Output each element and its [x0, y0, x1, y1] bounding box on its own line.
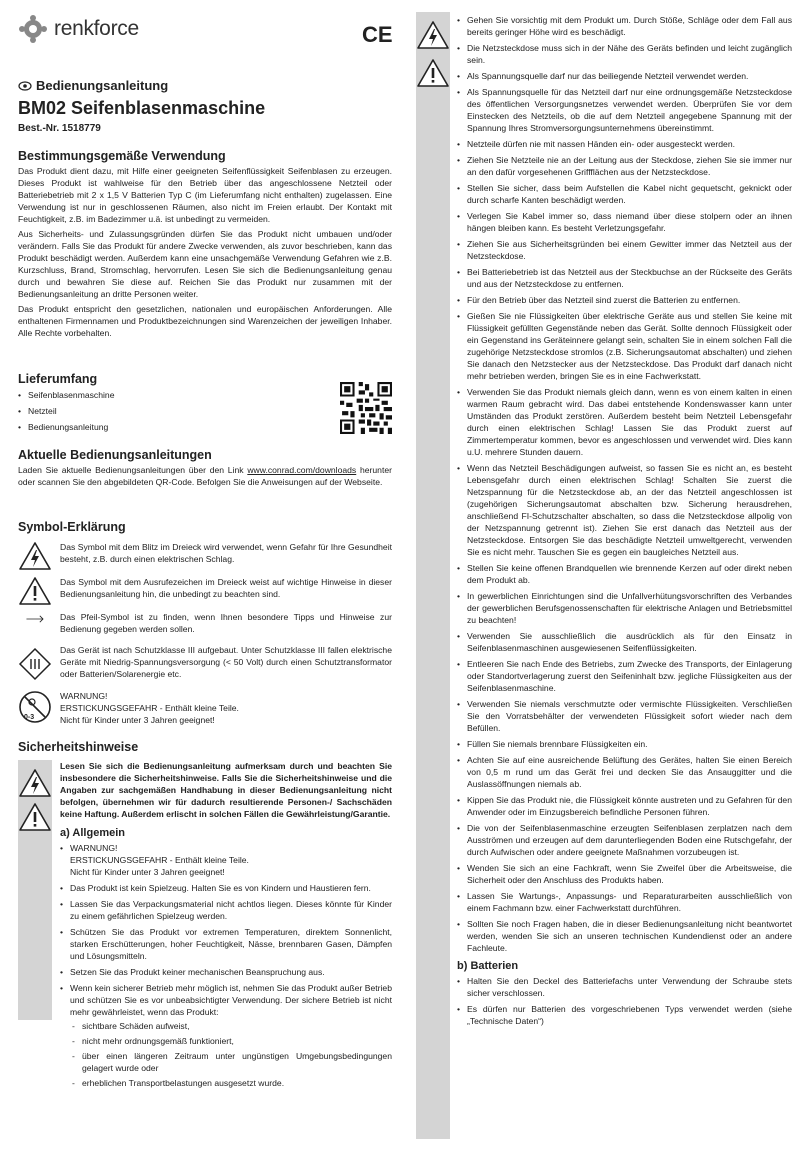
article-number: Best.-Nr. 1518779: [18, 123, 101, 134]
list-item: • Setzen Sie das Produkt keiner mechanischen Beanspruchung aus.: [60, 966, 392, 978]
list-item: • Wenden Sie sich an eine Fachkraft, wenn Sie Zweifel über die Arbeitsweise, die Sicherheit oder den Anschluss des Produkts haben.: [457, 862, 792, 886]
list-item: - über einen längeren Zeitraum unter ungünstigen Umgebungsbedingungen gelagert wurde oder: [70, 1050, 392, 1074]
safety-body: [60, 760, 392, 1092]
list-item: • Ziehen Sie Netzteile nie an der Leitung aus der Steckdose, ziehen Sie sie immer nur an den dafür vorgesehenen Griffflächen aus der Netzsteckdose.: [457, 154, 792, 178]
list-item: • Wenn das Netzteil Beschädigungen aufweist, so fassen Sie es nicht an, es besteht Lebensgefahr durch einen elektrischen Schlag! Schalten Sie zuerst die Netzspannung für die Netzsteckdose ab, an der das Netzteil angeschlossen ist (zugehörigen Sicherungsautomat abschalten bzw. Sicherung herausdrehen, anschließend FI-Schutzschalter abschalten, so dass die Netzsteckdose allpolig von der Netzspannung getrennt ist). Ziehen Sie erst danach das Netzteil aus der Netzsteckdose. Entsorgen Sie das beschädigte Netzteil umweltgerecht, verwenden Sie es nicht mehr. Tauschen Sie es gegen ein baugleiches Netzteil aus.: [457, 462, 792, 558]
safety-icon-column: [18, 760, 52, 1020]
list-item: • Halten Sie den Deckel des Batteriefachs unter Verwendung der Schraube stets sicher verschlossen.: [457, 975, 792, 999]
symbol-lightning-row: Das Symbol mit dem Blitz im Dreieck wird verwendet, wenn Gefahr für Ihre Gesundheit besteht, z.B. durch einen elektrischen Schlag.: [18, 541, 392, 565]
list-item: • Wenn kein sicherer Betrieb mehr möglich ist, nehmen Sie das Produkt außer Betrieb und schützen Sie es vor unbeabsichtigter Verwendung. Der sichere Betrieb ist nicht mehr gewährleistet, wenn das Produkt: - sichtbare Schäden aufweist, - nicht mehr ordnungsgemäß funktioniert, - über einen längeren Zeitraum unter ungünstigen Umgebungsbedingungen gelagert wurde oder - erheblichen Transportbelastungen ausgesetzt wurde.: [60, 982, 392, 1089]
lightning-warning-icon: [18, 541, 52, 571]
scope-section: [18, 373, 328, 433]
symbol-class3-row: Das Gerät ist nach Schutzklasse III aufgebaut. Unter Schutzklasse III fallen elektrische Geräte mit Niedrig-Spannungsversorgung (< 50 Volt) durch einen Schutztransformator oder Batterien/Solarenergie etc.: [18, 644, 392, 680]
list-item: • Verwenden Sie niemals verschmutzte oder vermischte Flüssigkeiten. Verschließen Sie den Vorratsbehälter der verwendeten Flüssigkeit sofort wieder nach dem Befüllen.: [457, 698, 792, 734]
list-item: • Für den Betrieb über das Netzteil sind zuerst die Batterien zu entfernen.: [457, 294, 792, 306]
list-item: • Netzteile dürfen nie mit nassen Händen ein- oder ausgesteckt werden.: [457, 138, 792, 150]
list-item: • Als Spannungsquelle für das Netzteil darf nur eine ordnungsgemäße Netzsteckdose des öffentlichen Versorgungsnetzes verwendet werden. Überprüfen Sie vor dem Einstecken des Netzteils, ob die auf dem Netzteil angegebene Spannung mit der Spannung Ihres Stromversorgungsunternehmens übereinstimmt.: [457, 86, 792, 134]
exclamation-warning-icon: [18, 802, 52, 832]
list-item: • Bei Batteriebetrieb ist das Netzteil aus der Steckbuchse an der Rückseite des Geräts und aus der Netzsteckdose zu entfernen.: [457, 266, 792, 290]
eye-icon: [18, 81, 32, 91]
current-manuals-section: [18, 449, 392, 488]
brand-logo: [18, 14, 139, 44]
manual-label: Bedienungsanleitung: [18, 78, 168, 93]
list-item: • Gießen Sie nie Flüssigkeiten über elektrische Geräte aus und stellen Sie keine mit Flüssigkeit gefüllten Gegenstände neben das Gerät. Sollte dennoch Flüssigkeit oder ein Gegenstand ins Geräteinnere gelangt sein, schalten Sie in einem solchen Fall die zugehörige Netzsteckdose stromlos (z.B. Sicherungsautomat abschalten) und ziehen Sie danach den Netzstecker aus der Netzsteckdose. Das Produkt darf danach nicht mehr betrieben werden, bringen Sie es in eine Fachwerkstatt.: [457, 310, 792, 382]
safety-heading: Sicherheitshinweise: [18, 740, 139, 754]
list-item: • Stellen Sie sicher, dass beim Aufstellen die Kabel nicht gequetscht, geknickt oder durch scharfe Kanten beschädigt werden.: [457, 182, 792, 206]
list-item: • Das Produkt ist kein Spielzeug. Halten Sie es von Kindern und Haustieren fern.: [60, 882, 392, 894]
list-item: • Bedienungsanleitung: [18, 421, 328, 433]
lightning-warning-icon: [18, 768, 52, 798]
symbols-heading: Symbol-Erklärung: [18, 520, 126, 534]
brand-name: renkforce: [54, 17, 139, 40]
safety-intro: Lesen Sie sich die Bedienungsanleitung aufmerksam durch und beachten Sie insbesondere die Sicherheitshinweise. Falls Sie die Sicherheitshinweise und die Angaben zur sachgemäßen Handhabung in dieser Bedienungsanleitung nicht befolgen, übernehmen wir für dadurch resultierende Personen-/ Sachschäden keine Haftung. Außerdem erlischt in solchen Fällen die Gewährleistung/Garantie.: [60, 761, 392, 819]
symbol-arrow-row: Das Pfeil-Symbol ist zu finden, wenn Ihnen besondere Tipps und Hinweise zur Bedienung gegeben werden sollen.: [18, 611, 392, 635]
list-item: • Lassen Sie das Verpackungsmaterial nicht achtlos liegen. Dieses könnte für Kinder zu einem gefährlichen Spielzeug werden.: [60, 898, 392, 922]
list-item: • WARNUNG! ERSTICKUNGSGEFAHR - Enthält kleine Teile. Nicht für Kinder unter 3 Jahren geeignet!: [60, 842, 392, 878]
current-manuals-heading: Aktuelle Bedienungsanleitungen: [18, 448, 212, 462]
list-item: • Die Netzsteckdose muss sich in der Nähe des Geräts befinden und leicht zugänglich sein.: [457, 42, 792, 66]
list-item: • Die von der Seifenblasenmaschine erzeugten Seifenblasen zerplatzen nach dem Ausströmen und erzeugen auf dem darunterliegenden Boden eine Rutschgefahr, der durch Aufwischen oder andere geeignete Maßnahmen vorzubeugen ist.: [457, 822, 792, 858]
list-item: • Sollten Sie noch Fragen haben, die in dieser Bedienungsanleitung nicht beantwortet werden, wenden Sie sich an unseren technischen Kundendienst oder an andere Fachleute.: [457, 918, 792, 954]
arrow-right-icon: [18, 611, 52, 627]
list-item: • Achten Sie auf eine ausreichende Belüftung des Gerätes, halten Sie einen Bereich von 0,5 m rund um das Gerät frei und decken Sie das Ansauggitter und die Auslassöffnungen niemals ab.: [457, 754, 792, 790]
list-item: • Verwenden Sie ausschließlich die ausdrücklich als für den Einsatz in Seifenblasenmaschinen ausgewiesenen Seifenflüssigkeiten.: [457, 630, 792, 654]
list-item: • Kippen Sie das Produkt nie, die Flüssigkeit könnte austreten und zu Gefahren für den Anwender oder im Einzugsbereich befindliche Personen führen.: [457, 794, 792, 818]
intended-use-paragraph: Das Produkt dient dazu, mit Hilfe einer geeigneten Seifenflüssigkeit Seifenblasen zu erzeugen. Dieses Produkt ist wahlweise für den Betrieb über das angeschlossene Netzteil oder Batteriebetrieb mit 2 x 1,5 V Batterien Typ C (im Lieferumfang nicht enthalten) zugelassen. Eine Verwendung ist nur in geschlossenen Räumen, also nicht im Freien erlaubt. Der Kontakt mit Feuchtigkeit, z.B. im Badezimmer u.ä. ist unbedingt zu vermeiden.: [18, 166, 392, 224]
batteries-heading: b) Batterien: [457, 960, 519, 972]
list-item: • Füllen Sie niemals brennbare Flüssigkeiten ein.: [457, 738, 792, 750]
age-label: 0-3: [24, 714, 35, 721]
list-item: - erheblichen Transportbelastungen ausgesetzt wurde.: [70, 1077, 392, 1089]
right-safety-list: [457, 14, 792, 1031]
right-icon-column: [416, 12, 450, 1139]
lightning-warning-icon: [416, 20, 450, 50]
list-item: • Stellen Sie keine offenen Brandquellen wie brennende Kerzen auf oder direkt neben dem Produkt ab.: [457, 562, 792, 586]
list-item: • Lassen Sie Wartungs-, Anpassungs- und Reparaturarbeiten ausschließlich von einem Fachmann bzw. einer Fachwerkstatt durchführen.: [457, 890, 792, 914]
list-item: • Als Spannungsquelle darf nur das beiliegende Netzteil verwendet werden.: [457, 70, 792, 82]
page-title: BM02 Seifenblasenmaschine: [18, 98, 266, 118]
safety-section: [18, 741, 392, 753]
exclamation-warning-icon: [18, 576, 52, 606]
list-item: • Es dürfen nur Batterien des vorgeschriebenen Typs verwendet werden (siehe „Technische Daten“): [457, 1003, 792, 1027]
list-item: - nicht mehr ordnungsgemäß funktioniert,: [70, 1035, 392, 1047]
download-link[interactable]: www.conrad.com/downloads: [247, 465, 357, 475]
intended-use-heading: Bestimmungsgemäße Verwendung: [18, 149, 226, 163]
intended-use-section: [18, 150, 392, 339]
list-item: • Netzteil: [18, 405, 328, 417]
symbols-section: [18, 521, 392, 533]
current-manuals-text: Laden Sie aktuelle Bedienungsanleitungen über den Link www.conrad.com/downloads herunter oder scannen Sie den abgebildeten QR-Code. Befolgen Sie die Anweisungen auf der Webseite.: [18, 465, 392, 487]
list-item: • Gehen Sie vorsichtig mit dem Produkt um. Durch Stöße, Schläge oder dem Fall aus bereits geringer Höhe wird es beschädigt.: [457, 14, 792, 38]
ce-mark: CE: [362, 22, 393, 47]
list-item: • Entleeren Sie nach Ende des Betriebs, zum Zwecke des Transports, der Einlagerung oder Standortverlagerung zuerst den Seifeninhalt bzw. jegliche Flüssigkeiten aus der Seifenblasenmaschine.: [457, 658, 792, 694]
list-item: • Seifenblasenmaschine: [18, 389, 328, 401]
list-item: - sichtbare Schäden aufweist,: [70, 1020, 392, 1032]
intended-use-paragraph: Aus Sicherheits- und Zulassungsgründen dürfen Sie das Produkt nicht umbauen und/oder verändern. Falls Sie das Produkt für andere Zwecke verwenden, als zuvor beschrieben, kann das Produkt beschädigt werden. Außerdem kann eine unsachgemäße Verwendung Gefahren wie z.B. Kurzschluss, Brand, Stromschlag, hervorrufen. Lesen Sie sich die Bedienungsanleitung genau durch und bewahren Sie diese auf. Reichen Sie das Produkt nur zusammen mit der Bedienungsanleitung an dritte Personen weiter.: [18, 229, 392, 299]
renkforce-logo-icon: [18, 14, 48, 44]
qr-code-icon[interactable]: [340, 382, 392, 434]
intended-use-paragraph: Das Produkt entspricht den gesetzlichen, nationalen und europäischen Anforderungen. Alle enthaltenen Firmennamen und Produktbezeichnungen sind Warenzeichen der jeweiligen Inhaber. Alle Rechte vorbehalten.: [18, 304, 392, 338]
scope-heading: Lieferumfang: [18, 372, 98, 386]
exclamation-warning-icon: [416, 58, 450, 88]
symbol-exclamation-row: Das Symbol mit dem Ausrufezeichen im Dreieck weist auf wichtige Hinweise in dieser Bedienungsanleitung hin, die unbedingt zu beachten sind.: [18, 576, 392, 600]
general-heading: a) Allgemein: [60, 827, 125, 839]
list-item: • Verlegen Sie Kabel immer so, dass niemand über diese stolpern oder an ihnen hängen bleiben kann. Es besteht Verletzungsgefahr.: [457, 210, 792, 234]
list-item: • Verwenden Sie das Produkt niemals gleich dann, wenn es von einem kalten in einen warmen Raum gebracht wird. Das dabei entstehende Kondenswasser kann unter Umständen das Produkt zerstören. Außerdem besteht beim Netzteil Lebensgefahr durch einen elektrischen Schlag! Lassen Sie das Produkt zuerst auf Zimmertemperatur kommen, bevor es angeschlossen und verwendet wird. Dies kann u.U. mehrere Stunden dauern.: [457, 386, 792, 458]
protection-class-3-icon: [18, 647, 52, 681]
symbol-age-warning-row: 0-3 WARNUNG! ERSTICKUNGSGEFAHR - Enthält kleine Teile. Nicht für Kinder unter 3 Jahren geeignet!: [18, 690, 392, 726]
list-item: • Ziehen Sie aus Sicherheitsgründen bei einem Gewitter immer das Netzteil aus der Netzsteckdose.: [457, 238, 792, 262]
list-item: • Schützen Sie das Produkt vor extremen Temperaturen, direktem Sonnenlicht, starken Erschütterungen, hoher Feuchtigkeit, Nässe, brennbaren Gasen, Dämpfen und Lösungsmitteln.: [60, 926, 392, 962]
list-item: • In gewerblichen Einrichtungen sind die Unfallverhütungsvorschriften des Verbandes der gewerblichen Berufsgenossenschaften für elektrische Anlagen und Betriebsmittel zu beachten!: [457, 590, 792, 626]
